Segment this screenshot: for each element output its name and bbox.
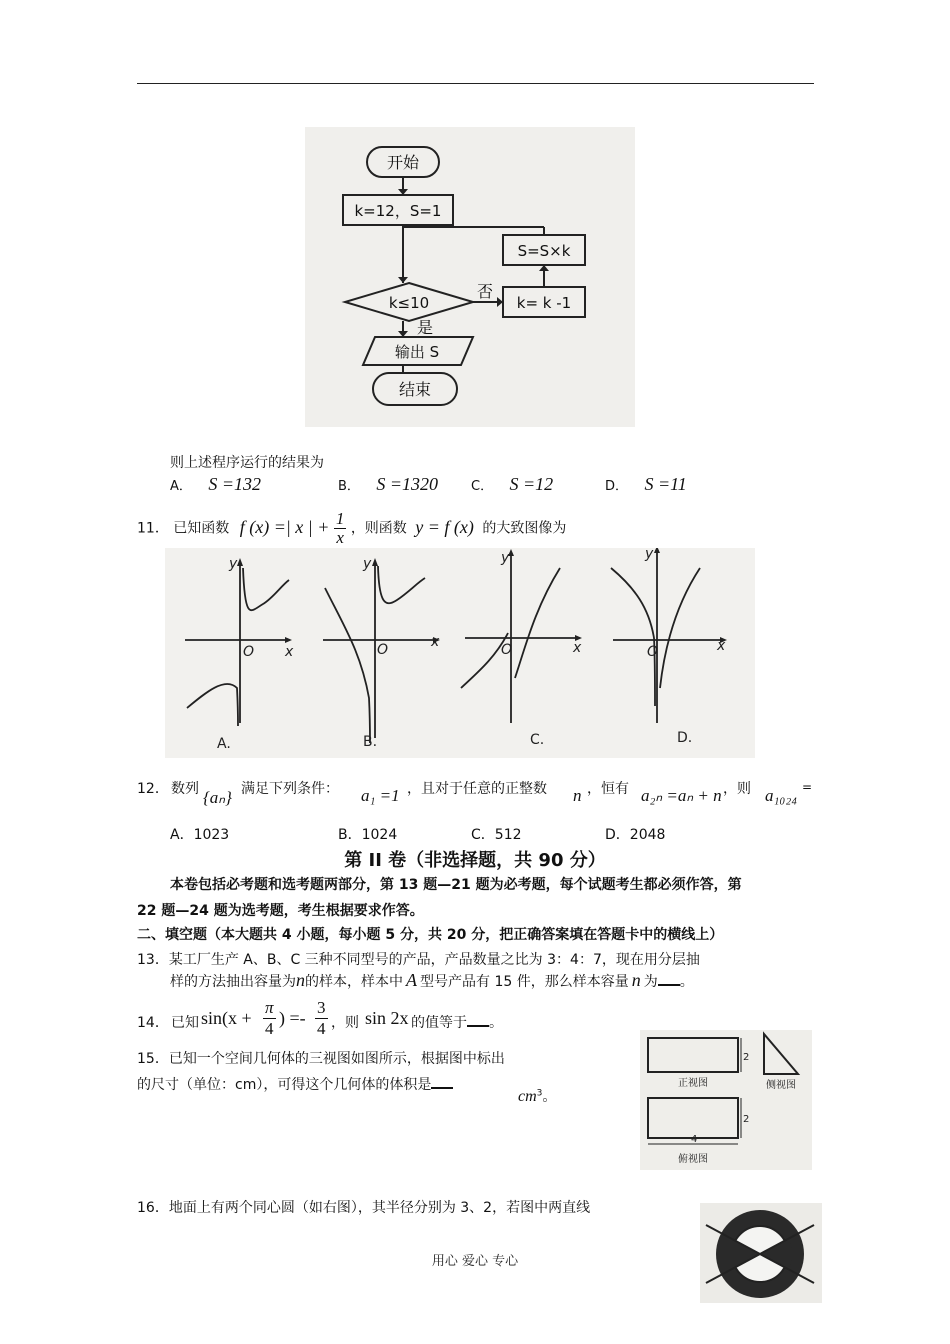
fraction-den: 4: [317, 1019, 326, 1038]
q-number: 12．: [137, 781, 169, 797]
fraction: [334, 510, 347, 547]
fraction-num: 3: [317, 998, 326, 1017]
q-number: 11．: [137, 520, 169, 537]
flow-update-s-text: S=S×k: [517, 242, 571, 260]
flow-output-text: 输出 S: [394, 343, 440, 361]
graph-d-ylabel: y: [645, 548, 654, 562]
stem-text: 已知: [171, 1015, 199, 1031]
q12-option-c: [471, 824, 522, 844]
stem-text: 某工厂生产 A、B、C 三种不同型号的产品，产品数量之比为 3：4：7，现在用分层抽: [168, 952, 700, 968]
stem-text: [411, 1012, 503, 1032]
option-value: S =12: [509, 474, 554, 494]
front-view-label: 正视图: [678, 1078, 708, 1089]
graph-a-label: A.: [217, 736, 231, 752]
q14-stem: [137, 998, 607, 1044]
var-n: n: [631, 970, 641, 990]
top-view-label: 俯视图: [678, 1154, 708, 1165]
q10-option-d: [605, 474, 687, 495]
q-number: 13．: [137, 952, 169, 968]
flow-end-text: 结束: [398, 380, 432, 399]
initial-term: a₁ =1: [361, 786, 400, 805]
stem-text: ，则: [723, 781, 751, 797]
stem-text: ，且对于任意的正整数: [407, 781, 547, 797]
unit-cm: cm: [518, 1088, 537, 1105]
recurrence: a₂ₙ =aₙ + n: [641, 786, 722, 805]
q15-line2: [137, 1074, 453, 1094]
option-value: 512: [494, 827, 522, 843]
option-label: A．: [170, 827, 194, 843]
q11-graphs: [165, 548, 755, 758]
q10-option-b: [338, 474, 438, 495]
q10-option-c: [471, 474, 553, 495]
q-number: 14．: [137, 1015, 169, 1031]
stem-text: 地面上有两个同心圆（如右图），其半径分别为 3、2，若图中两直线: [168, 1200, 591, 1216]
fraction-3-4: [315, 998, 328, 1039]
graph-b-ylabel: y: [363, 556, 372, 572]
option-label: D．: [605, 827, 630, 843]
sin-expr: sin(x +: [201, 1008, 252, 1028]
q-number: 15．: [137, 1051, 169, 1067]
answer-blank: [658, 972, 680, 986]
option-label: A．: [170, 479, 192, 494]
option-value: 1024: [361, 827, 398, 843]
section-heading: 二、填空题（本大题共 4 小题，每小题 5 分，共 20 分，把正确答案填在答题卡中的横线上）: [137, 927, 724, 943]
flow-init-text: k=12，S=1: [354, 202, 442, 220]
graph-a-origin: O: [243, 644, 255, 660]
q10-stem: 则上述程序运行的结果为: [170, 455, 324, 471]
graph-d-xlabel: x: [717, 638, 726, 654]
header-rule: [137, 83, 814, 84]
graph-b-origin: O: [377, 642, 389, 658]
option-label: D．: [605, 479, 629, 494]
stem-text: 样的方法抽出容量为: [170, 974, 296, 990]
target-term: a₁₀₂₄: [765, 786, 798, 805]
q10-option-a: [170, 474, 261, 495]
option-value: S =1320: [376, 474, 439, 494]
q12-option-b: [338, 824, 397, 844]
fraction-num: 1: [335, 509, 345, 528]
flow-no-text: 否: [477, 282, 494, 301]
unit-sup: 3: [536, 1088, 543, 1099]
fraction-den: x: [336, 528, 344, 547]
q12-option-a: [170, 824, 229, 844]
stem-text: 的值等于: [411, 1015, 467, 1031]
stem-text: ，恒有: [587, 781, 629, 797]
option-value: S =11: [644, 474, 687, 494]
stem-text: 型号产品有 15 件，那么样本容量: [420, 974, 629, 990]
var-a: A: [406, 970, 417, 990]
flow-update-k-text: k= k -1: [516, 294, 572, 312]
option-label: B．: [338, 827, 362, 843]
q-number: 16．: [137, 1200, 169, 1216]
stem-text: 满足下列条件：: [241, 781, 339, 797]
option-value: S =132: [208, 474, 262, 494]
answer-blank: [467, 1013, 489, 1027]
flow-start-text: 开始: [386, 153, 420, 172]
flowchart: [305, 127, 635, 427]
part2-title: 第 II 卷（非选择题，共 90 分）: [344, 850, 606, 871]
graph-a-xlabel: x: [285, 644, 294, 660]
q11-stem: [137, 510, 566, 547]
three-view-figure: [640, 1030, 812, 1170]
stem-text: 已知一个空间几何体的三视图如图所示，根据图中标出: [168, 1051, 505, 1067]
var-n: n: [573, 786, 582, 805]
stem-text: 已知函数: [173, 520, 230, 537]
graph-c-origin: O: [501, 642, 513, 658]
q15-line1: [137, 1048, 505, 1068]
graph-b-xlabel: x: [431, 634, 440, 650]
stem-text: 为: [643, 974, 658, 990]
dim-height-front: 2: [743, 1052, 750, 1063]
stem-text: 的尺寸（单位：cm），可得这个几何体的体积是: [137, 1077, 432, 1093]
stem-text: ，则: [331, 1015, 359, 1031]
graph-c-xlabel: x: [573, 640, 582, 656]
function-y: y = f (x): [415, 516, 474, 537]
equals-sign: =: [802, 780, 813, 794]
stem-text: 。: [542, 1089, 557, 1105]
graph-d-origin: O: [647, 644, 659, 660]
stem-text: 数列: [171, 781, 199, 797]
graph-d-label: D.: [677, 730, 693, 746]
option-value: 1023: [193, 827, 230, 843]
q15-unit: [518, 1086, 556, 1106]
stem-text: 的大致图像为: [482, 520, 567, 537]
flow-yes-text: 是: [417, 318, 434, 337]
flow-condition-text: k≤10: [388, 294, 430, 312]
q13-line1: [137, 949, 700, 969]
sin2x-expr: sin 2x: [365, 1008, 409, 1028]
fraction-pi-4: [263, 998, 276, 1039]
stem-text: 。: [489, 1015, 503, 1031]
var-n: n: [296, 970, 305, 990]
graph-c-label: C.: [530, 732, 545, 748]
function-expr: f (x) =| x | +: [239, 516, 330, 537]
graph-c-ylabel: y: [501, 550, 510, 566]
q12-option-d: [605, 824, 665, 844]
answer-blank: [431, 1075, 453, 1089]
option-value: 2048: [629, 827, 666, 843]
stem-text: 。: [679, 974, 694, 990]
graph-b-label: B.: [363, 734, 378, 750]
dim-height-top: 2: [743, 1114, 750, 1125]
option-label: B．: [338, 479, 360, 494]
q12-stem: [137, 778, 817, 818]
q16-stem: [137, 1197, 590, 1217]
fraction-num: π: [265, 998, 274, 1017]
close-expr: ) =-: [279, 1008, 306, 1028]
part2-intro-line2: 22 题—24 题为选考题，考生根据要求作答。: [137, 903, 424, 919]
part2-intro-line1: 本卷包括必考题和选考题两部分，第 13 题—21 题为必考题，每个试题考生都必须作答，第: [170, 877, 742, 893]
q13-line2: [170, 970, 694, 991]
dim-length: 4: [691, 1134, 698, 1145]
graph-a-ylabel: y: [229, 556, 238, 572]
option-label: C．: [471, 827, 495, 843]
page-footer: 用心 爱心 专心: [431, 1254, 519, 1269]
fraction-den: 4: [265, 1019, 274, 1038]
option-label: C．: [471, 479, 494, 494]
sequence: {aₙ}: [203, 788, 232, 807]
side-view-label: 侧视图: [766, 1080, 796, 1091]
stem-text: ，则函数: [350, 520, 407, 537]
stem-text: 的样本，样本中: [305, 974, 403, 990]
